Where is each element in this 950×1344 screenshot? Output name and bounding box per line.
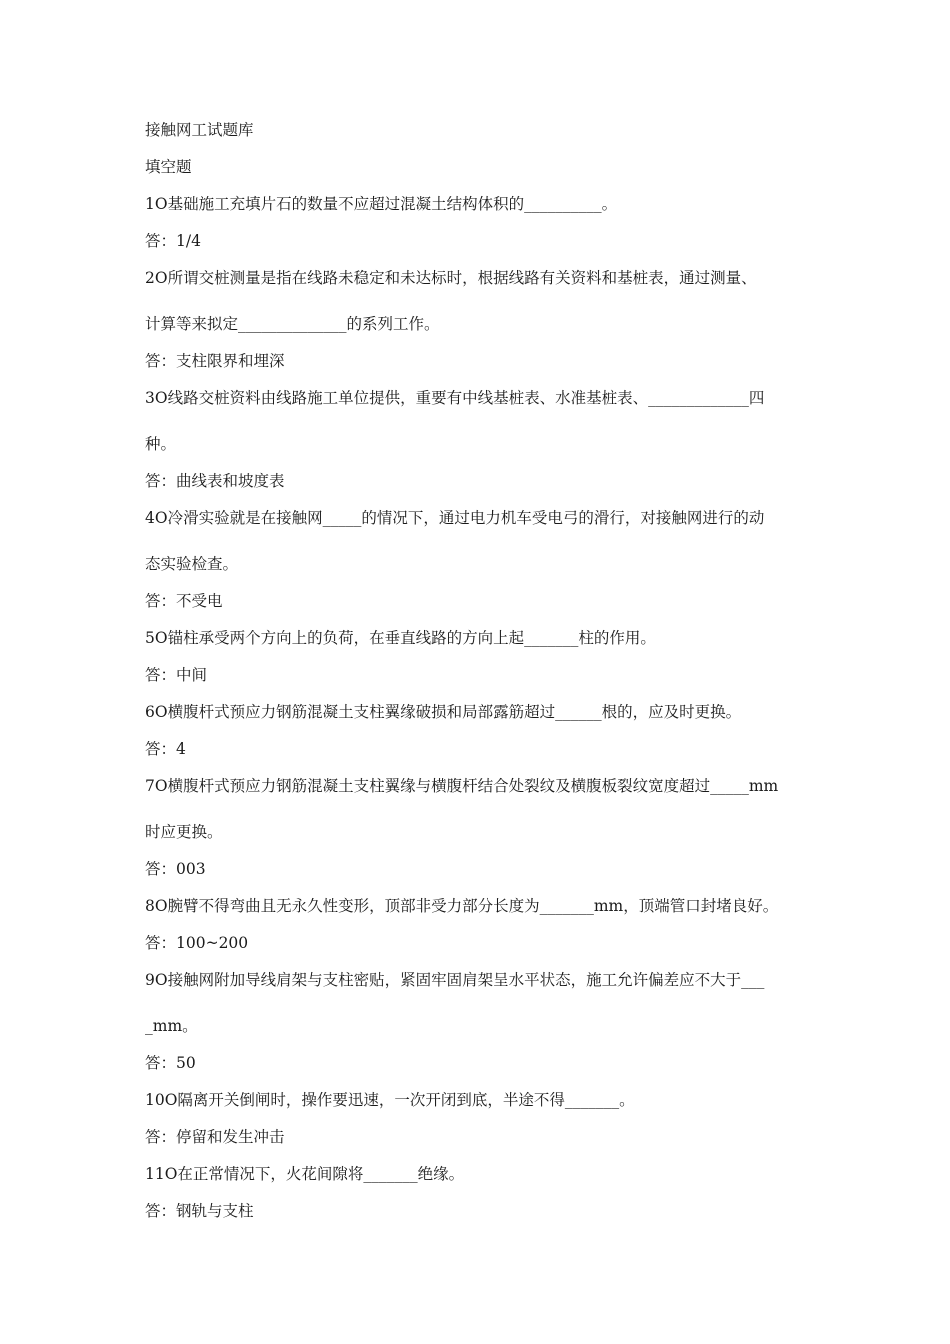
question-text: 1O基础施工充填片石的数量不应超过混凝土结构体积的__________。 [145, 195, 618, 213]
question-text: 11O在正常情况下，火花间隙将_______绝缘。 [145, 1165, 465, 1183]
question-item [145, 896, 810, 953]
question-item [145, 628, 810, 685]
question-text: 8O腕臂不得弯曲且无永久性变形，顶部非受力部分长度为_______mm，顶端管口封堵良好。 [145, 897, 779, 915]
document-page [145, 120, 810, 1238]
question-text: 7O横腹杆式预应力钢筋混凝土支柱翼缘与横腹杆结合处裂纹及横腹板裂纹宽度超过_____mm [145, 777, 779, 795]
section-heading: 填空题 [145, 158, 192, 176]
question-text: 9O接触网附加导线肩架与支柱密贴，紧固牢固肩架呈水平状态，施工允许偏差应不大于___ [145, 971, 765, 989]
question-text-continued: _mm。 [145, 1017, 198, 1035]
question-item [145, 388, 810, 491]
question-text: 10O隔离开关倒闸时，操作要迅速，一次开闭到底，半途不得_______。 [145, 1091, 635, 1109]
question-item [145, 776, 810, 879]
answer-text: 答：不受电 [145, 592, 223, 610]
question-text: 4O冷滑实验就是在接触网_____的情况下，通过电力机车受电弓的滑行，对接触网进行的动 [145, 509, 765, 527]
question-item [145, 1164, 810, 1221]
question-item [145, 970, 810, 1073]
question-item [145, 702, 810, 759]
answer-text: 答：中间 [145, 666, 208, 684]
question-item [145, 508, 810, 611]
question-text: 6O横腹杆式预应力钢筋混凝土支柱翼缘破损和局部露筋超过______根的，应及时更换。 [145, 703, 742, 721]
question-text-continued: 计算等来拟定______________的系列工作。 [145, 315, 440, 333]
answer-text: 答：003 [145, 860, 206, 878]
answer-text: 答：100~200 [145, 934, 249, 952]
answer-text: 答：50 [145, 1054, 196, 1072]
question-text-continued: 态实验检查。 [145, 555, 239, 573]
question-text-continued: 种。 [145, 435, 177, 453]
answer-text: 答：1/4 [145, 232, 201, 250]
document-title: 接触网工试题库 [145, 121, 254, 139]
question-text-continued: 时应更换。 [145, 823, 223, 841]
answer-text: 答：曲线表和坡度表 [145, 472, 285, 490]
question-item [145, 194, 810, 251]
question-item [145, 268, 810, 371]
question-text: 2O所谓交桩测量是指在线路未稳定和未达标时，根据线路有关资料和基桩表，通过测量、 [145, 269, 757, 287]
question-text: 5O锚柱承受两个方向上的负荷，在垂直线路的方向上起_______柱的作用。 [145, 629, 656, 647]
answer-text: 答：4 [145, 740, 186, 758]
answer-text: 答：停留和发生冲击 [145, 1128, 285, 1146]
question-item [145, 1090, 810, 1147]
answer-text: 答：钢轨与支柱 [145, 1202, 254, 1220]
answer-text: 答：支柱限界和埋深 [145, 352, 285, 370]
question-text: 3O线路交桩资料由线路施工单位提供，重要有中线基桩表、水准基桩表、_____________四 [145, 389, 765, 407]
